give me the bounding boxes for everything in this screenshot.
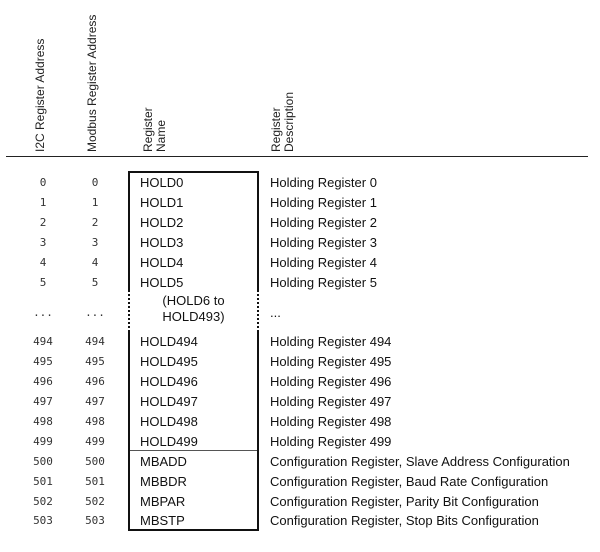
table-row [0, 332, 600, 352]
i2c-address-cell: 500 [33, 455, 53, 468]
register-description-cell: Holding Register 1 [270, 195, 377, 210]
register-name-cell: HOLD494 [140, 334, 198, 349]
register-description-cell: Holding Register 498 [270, 414, 392, 429]
modbus-address-cell: 498 [85, 415, 105, 428]
register-description-cell: Configuration Register, Parity Bit Configuration [270, 494, 539, 509]
table-row [0, 511, 600, 531]
modbus-address-cell: 0 [91, 176, 99, 189]
i2c-address-cell: 4 [39, 256, 47, 269]
i2c-address-cell: 1 [39, 196, 47, 209]
modbus-address-cell: 502 [85, 495, 105, 508]
modbus-address-cell: 4 [91, 256, 99, 269]
register-name-cell: HOLD499 [140, 434, 198, 449]
register-name-range [130, 293, 257, 325]
i2c-address-cell: 499 [33, 435, 53, 448]
i2c-address-cell: 503 [33, 514, 53, 527]
modbus-address-cell: 1 [91, 196, 99, 209]
register-name-cell: MBSTP [140, 513, 185, 528]
table-row [0, 392, 600, 412]
table-row [0, 492, 600, 512]
modbus-address-cell: 497 [85, 395, 105, 408]
modbus-address-cell: 503 [85, 514, 105, 527]
header-rule [6, 156, 588, 157]
i2c-address-cell: 498 [33, 415, 53, 428]
register-description-cell: Holding Register 497 [270, 394, 392, 409]
modbus-address-cell: 499 [85, 435, 105, 448]
header-i2c-address: I2C Register Address [33, 38, 47, 152]
table-row [0, 372, 600, 392]
modbus-address-cell: ... [85, 306, 105, 319]
i2c-address-cell: 5 [39, 276, 47, 289]
header-modbus-address: Modbus Register Address [85, 14, 99, 152]
modbus-address-cell: 495 [85, 355, 105, 368]
register-name-cell: HOLD498 [140, 414, 198, 429]
table-row [0, 352, 600, 372]
register-name-cell: HOLD2 [140, 215, 184, 230]
register-description-cell: Holding Register 4 [270, 255, 377, 270]
register-name-cell: MBPAR [140, 494, 186, 509]
table-row [0, 472, 600, 492]
table-row [0, 253, 600, 273]
i2c-address-cell: 0 [39, 176, 47, 189]
register-name-cell: HOLD495 [140, 354, 198, 369]
i2c-address-cell: 496 [33, 375, 53, 388]
i2c-address-cell: 495 [33, 355, 53, 368]
header-register-name: Register Name [141, 107, 168, 152]
register-description-cell: Holding Register 494 [270, 334, 392, 349]
modbus-address-cell: 5 [91, 276, 99, 289]
table-row [0, 452, 600, 472]
register-name-cell: HOLD497 [140, 394, 198, 409]
i2c-address-cell: 502 [33, 495, 53, 508]
register-name-cell: MBBDR [140, 474, 187, 489]
register-description-cell: Holding Register 3 [270, 235, 377, 250]
i2c-address-cell: 494 [33, 335, 53, 348]
table-row [0, 213, 600, 233]
i2c-address-cell: 501 [33, 475, 53, 488]
modbus-address-cell: 494 [85, 335, 105, 348]
register-name-cell: HOLD496 [140, 374, 198, 389]
register-description-cell: Configuration Register, Baud Rate Configuration [270, 474, 549, 489]
register-name-cell: HOLD3 [140, 235, 184, 250]
i2c-address-cell: 3 [39, 236, 47, 249]
register-name-range-line2: HOLD493) [162, 309, 225, 324]
table-row [0, 273, 600, 293]
register-name-range-line1: (HOLD6 to [162, 293, 225, 308]
i2c-address-cell: 497 [33, 395, 53, 408]
table-row [0, 303, 600, 323]
table-row [0, 173, 600, 193]
modbus-address-cell: 2 [91, 216, 99, 229]
register-name-cell: MBADD [140, 454, 187, 469]
register-name-cell: HOLD1 [140, 195, 184, 210]
modbus-address-cell: 500 [85, 455, 105, 468]
table-row [0, 233, 600, 253]
i2c-address-cell: ... [33, 306, 53, 319]
register-description-cell: Configuration Register, Stop Bits Configuration [270, 513, 539, 528]
register-description-cell: Holding Register 2 [270, 215, 377, 230]
register-description-cell: Holding Register 496 [270, 374, 392, 389]
table-row [0, 193, 600, 213]
register-description-cell: Holding Register 499 [270, 434, 392, 449]
modbus-address-cell: 3 [91, 236, 99, 249]
register-name-cell: HOLD4 [140, 255, 184, 270]
table-row [0, 432, 600, 452]
register-name-cell: HOLD5 [140, 275, 184, 290]
header-register-description: Register Description [269, 91, 296, 152]
register-description-cell: Holding Register 5 [270, 275, 377, 290]
register-description-cell: Holding Register 0 [270, 175, 377, 190]
register-description-cell: Holding Register 495 [270, 354, 392, 369]
modbus-address-cell: 501 [85, 475, 105, 488]
register-name-cell: HOLD0 [140, 175, 184, 190]
i2c-address-cell: 2 [39, 216, 47, 229]
table-row [0, 412, 600, 432]
register-description-cell: ... [270, 305, 281, 320]
register-description-cell: Configuration Register, Slave Address Configuration [270, 454, 570, 469]
modbus-address-cell: 496 [85, 375, 105, 388]
